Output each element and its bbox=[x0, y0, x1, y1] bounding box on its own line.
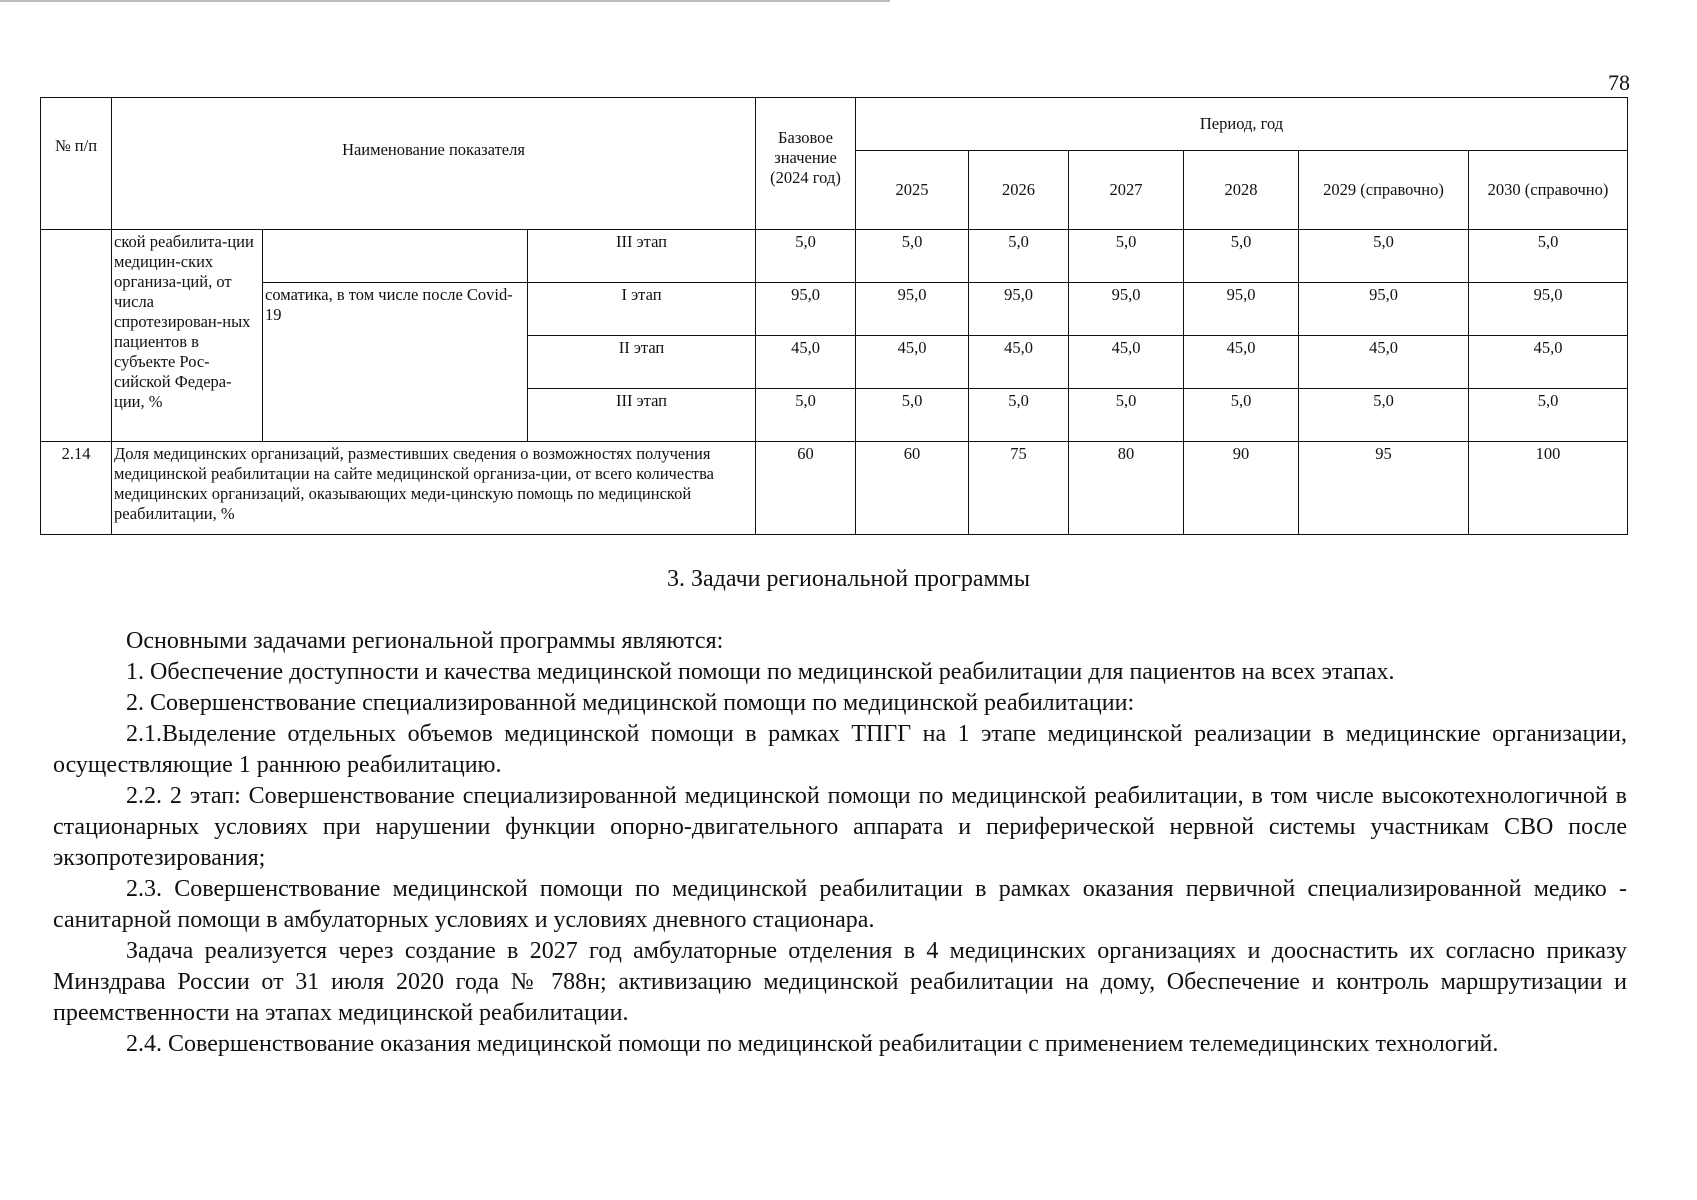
base-value-cell: 95,0 bbox=[756, 283, 856, 336]
year-value-cell: 95,0 bbox=[1469, 283, 1628, 336]
stage-label: I этап bbox=[528, 283, 756, 336]
year-value-cell: 100 bbox=[1469, 442, 1628, 535]
paragraph: 1. Обеспечение доступности и качества медицинской помощи по медицинской реабилитации для пациентов на всех этапах. bbox=[126, 659, 1395, 685]
base-value-cell: 5,0 bbox=[756, 389, 856, 442]
year-value-cell: 95,0 bbox=[969, 283, 1069, 336]
year-value-cell: 5,0 bbox=[856, 230, 969, 283]
year-value-cell: 45,0 bbox=[969, 336, 1069, 389]
year-value-cell: 5,0 bbox=[1469, 389, 1628, 442]
table-row bbox=[41, 283, 1628, 336]
year-value-cell: 95,0 bbox=[1069, 283, 1184, 336]
year-value-cell: 5,0 bbox=[969, 389, 1069, 442]
header-year: 2028 bbox=[1184, 151, 1299, 230]
scan-top-rule bbox=[0, 0, 890, 2]
header-year: 2025 bbox=[856, 151, 969, 230]
year-value-cell: 5,0 bbox=[1184, 389, 1299, 442]
year-value-cell: 95 bbox=[1299, 442, 1469, 535]
indicator-name: Доля медицинских организаций, разместивших сведения о возможностях получения медицинской реабилитации на сайте медицинской организа-ции, от всего количества медицинских организаций, оказывающих меди-цинскую помощь по медицинской реабилитации, % bbox=[112, 442, 756, 535]
year-value-cell: 45,0 bbox=[1184, 336, 1299, 389]
page-number: 78 bbox=[1608, 70, 1630, 95]
header-year: 2030 (справочно) bbox=[1469, 151, 1628, 230]
sub-label-empty bbox=[263, 230, 528, 283]
header-num: № п/п bbox=[41, 98, 112, 230]
row-number: 2.14 bbox=[41, 442, 112, 535]
table-row bbox=[41, 230, 1628, 283]
paragraph: Задача реализуется через создание в 2027 год амбулаторные отделения в 4 медицинских организациях и дооснастить их согласно приказу Минздрава России от 31 июля 2020 года № 788н; активизацию медицинской реабилитации на дому, Обеспечение и контроль маршрутизации и преемственности на этапах медицинской реабилитации. bbox=[53, 938, 1627, 1026]
paragraph: 2.4. Совершенствование оказания медицинской помощи по медицинской реабилитации с применением телемедицинских технологий. bbox=[126, 1031, 1499, 1057]
base-value-cell: 5,0 bbox=[756, 230, 856, 283]
indicators-table bbox=[40, 97, 1628, 535]
sub-indicator-label: соматика, в том числе после Covid-19 bbox=[263, 283, 528, 442]
table-row bbox=[41, 442, 1628, 535]
row-num-empty bbox=[41, 230, 112, 442]
section-title: 3. Задачи региональной программы bbox=[667, 566, 1030, 592]
paragraph: 2.3. Совершенствование медицинской помощи по медицинской реабилитации в рамках оказания первичной специализированной медико - санитарной помощи в амбулаторных условиях и условиях дневного стационара. bbox=[53, 876, 1627, 933]
year-value-cell: 5,0 bbox=[1184, 230, 1299, 283]
year-value-cell: 45,0 bbox=[856, 336, 969, 389]
year-value-cell: 95,0 bbox=[1184, 283, 1299, 336]
year-value-cell: 45,0 bbox=[1069, 336, 1184, 389]
stage-label: III этап bbox=[528, 230, 756, 283]
year-value-cell: 5,0 bbox=[1069, 230, 1184, 283]
year-value-cell: 5,0 bbox=[969, 230, 1069, 283]
year-value-cell: 95,0 bbox=[856, 283, 969, 336]
year-value-cell: 5,0 bbox=[1069, 389, 1184, 442]
year-value-cell: 90 bbox=[1184, 442, 1299, 535]
year-value-cell: 5,0 bbox=[856, 389, 969, 442]
paragraph: Основными задачами региональной программы являются: bbox=[126, 628, 724, 654]
year-value-cell: 5,0 bbox=[1469, 230, 1628, 283]
year-value-cell: 5,0 bbox=[1299, 389, 1469, 442]
header-year: 2027 bbox=[1069, 151, 1184, 230]
stage-label: III этап bbox=[528, 389, 756, 442]
year-value-cell: 75 bbox=[969, 442, 1069, 535]
paragraph: 2.1.Выделение отдельных объемов медицинской помощи в рамках ТПГГ на 1 этапе медицинской реализации в медицинские организации, осуществляющие 1 раннюю реабилитацию. bbox=[53, 721, 1627, 778]
paragraph: 2.2. 2 этап: Совершенствование специализированной медицинской помощи по медицинской реабилитации, в том числе высокотехнологичной в стационарных условиях при нарушении функции опорно-двигательного аппарата и периферической нервной системы участникам СВО после экзопротезирования; bbox=[53, 783, 1627, 871]
year-value-cell: 80 bbox=[1069, 442, 1184, 535]
year-value-cell: 45,0 bbox=[1299, 336, 1469, 389]
header-indicator-name: Наименование показателя bbox=[112, 98, 756, 230]
year-value-cell: 5,0 bbox=[1299, 230, 1469, 283]
header-period: Период, год bbox=[856, 98, 1628, 151]
year-value-cell: 45,0 bbox=[1469, 336, 1628, 389]
header-year: 2029 (справочно) bbox=[1299, 151, 1469, 230]
paragraph: 2. Совершенствование специализированной медицинской помощи по медицинской реабилитации: bbox=[126, 690, 1135, 716]
base-value-cell: 60 bbox=[756, 442, 856, 535]
year-value-cell: 60 bbox=[856, 442, 969, 535]
stage-label: II этап bbox=[528, 336, 756, 389]
group-indicator-label: ской реабилита-ции медицин-ских организа-ций, от числа спротезирован-ных пациентов в субъекте Рос-сийской Федера-ции, % bbox=[112, 230, 263, 442]
year-value-cell: 95,0 bbox=[1299, 283, 1469, 336]
header-base-value: Базовое значение (2024 год) bbox=[756, 98, 856, 230]
base-value-cell: 45,0 bbox=[756, 336, 856, 389]
body-text bbox=[53, 626, 1627, 1060]
header-year: 2026 bbox=[969, 151, 1069, 230]
